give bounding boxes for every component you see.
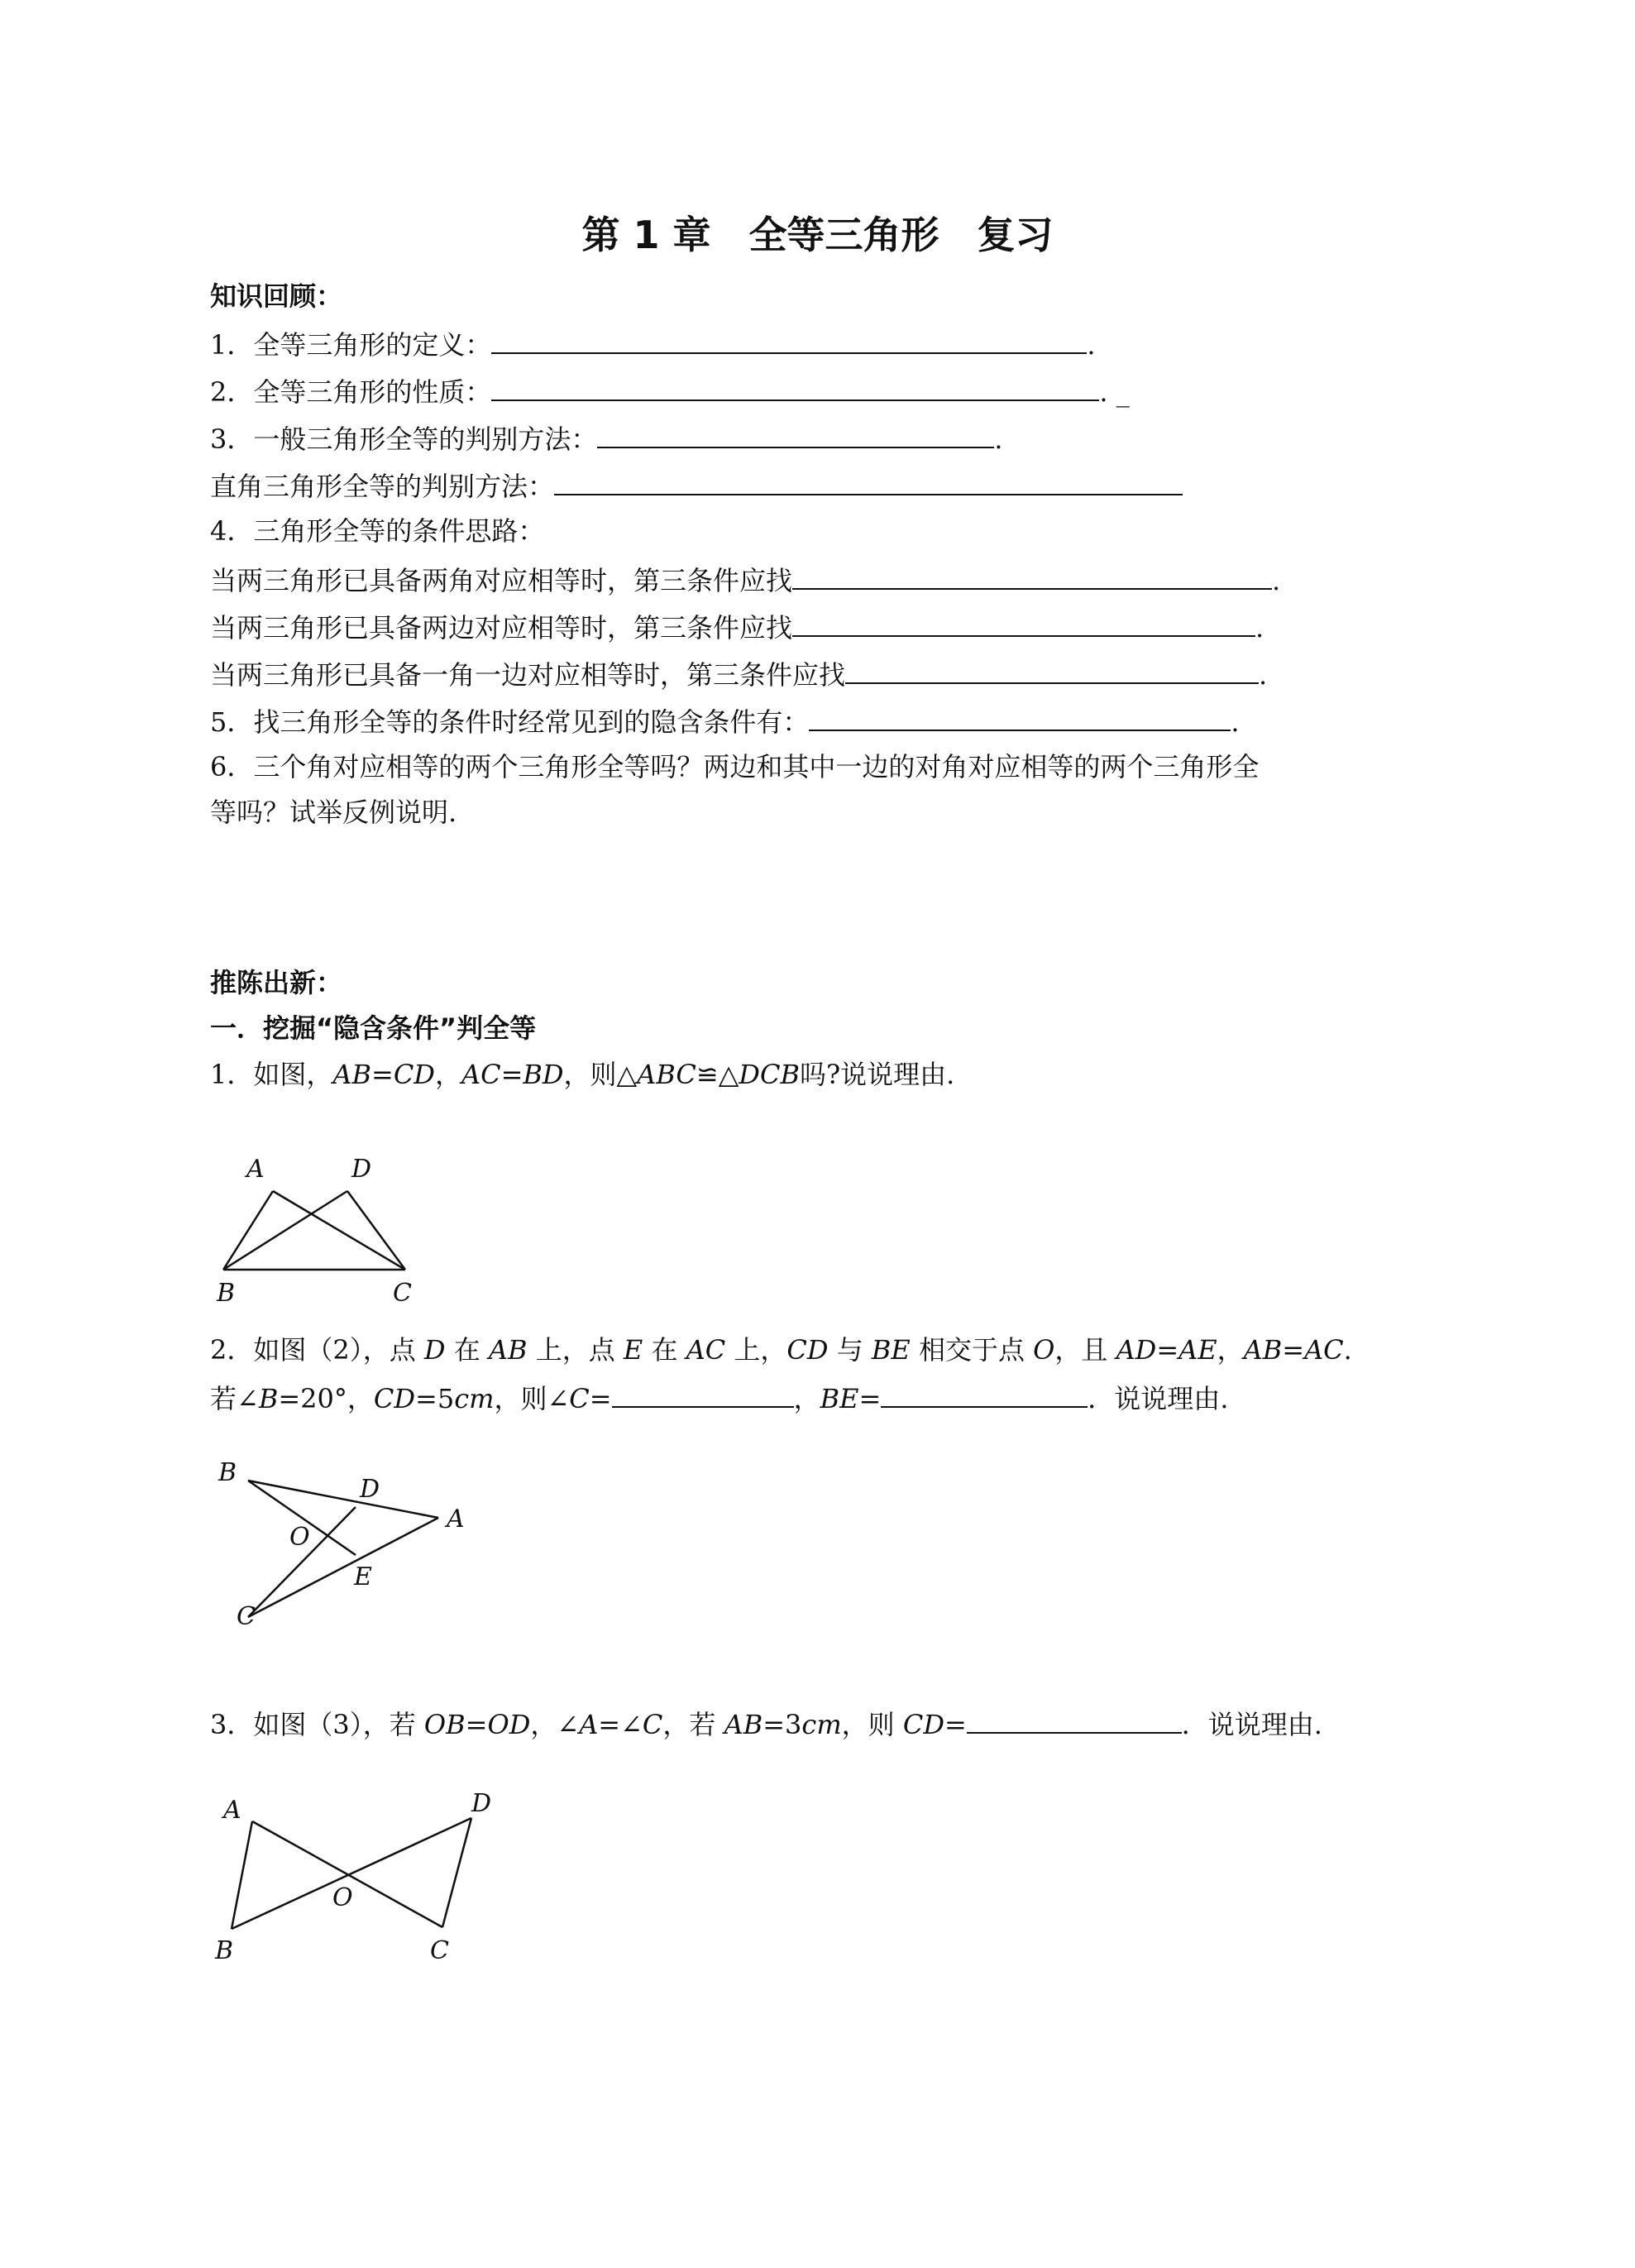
review-q5: 5．找三角形全等的条件时经常见到的隐含条件有： . xyxy=(210,706,1240,738)
point-label: O xyxy=(289,1523,310,1552)
point-label: A xyxy=(223,1796,241,1825)
point-label: A xyxy=(246,1155,265,1184)
point-label: D xyxy=(360,1475,380,1504)
problem-1: 1．如图，AB=CD，AC=BD，则△ABC≌△DCB吗?说说理由. xyxy=(210,1059,955,1090)
review-q4c: 当两三角形已具备一角一边对应相等时，第三条件应找 . xyxy=(210,659,1268,691)
review-q6-line1: 6．三个角对应相等的两个三角形全等吗？两边和其中一边的对角对应相等的两个三角形全 xyxy=(210,751,1260,782)
problem-2-line1: 2．如图（2），点 D 在 AB 上，点 E 在 AC 上，CD 与 BE 相交于点 O，且 AD=AE，AB=AC. xyxy=(210,1334,1352,1366)
point-label: C xyxy=(237,1602,256,1631)
part1-heading: 一．挖掘“隐含条件”判全等 xyxy=(210,1012,537,1044)
point-label: B xyxy=(215,1936,234,1965)
answer-blank[interactable] xyxy=(612,1383,794,1408)
point-label: B xyxy=(217,1279,236,1308)
point-label: A xyxy=(447,1505,465,1534)
point-label: E xyxy=(354,1562,372,1591)
review-q6-line2: 等吗？试举反例说明. xyxy=(210,797,457,828)
answer-blank[interactable] xyxy=(597,423,994,448)
point-label: O xyxy=(332,1883,353,1912)
review-q2: 2．全等三角形的性质： . _ xyxy=(210,376,1130,408)
answer-blank[interactable] xyxy=(491,329,1087,354)
point-label: B xyxy=(218,1458,237,1487)
review-q3: 3．一般三角形全等的判别方法： . xyxy=(210,423,1003,455)
problem-2-line2: 若∠B=20°，CD=5cm，则∠C= ，BE= ．说说理由. xyxy=(210,1383,1229,1414)
figure-2 xyxy=(207,1456,488,1638)
answer-blank[interactable] xyxy=(845,659,1259,684)
answer-blank[interactable] xyxy=(491,376,1099,401)
point-label: D xyxy=(351,1155,372,1184)
review-q1: 1．全等三角形的定义： . xyxy=(210,329,1096,361)
point-label: C xyxy=(430,1936,449,1965)
review-heading: 知识回顾： xyxy=(210,280,343,312)
answer-blank[interactable] xyxy=(881,1383,1088,1408)
review-q3b: 直角三角形全等的判别方法： xyxy=(210,471,1183,500)
figure-3 xyxy=(207,1787,521,1985)
review-q4a: 当两三角形已具备两角对应相等时，第三条件应找 . xyxy=(210,565,1281,596)
review-q4: 4．三角形全等的条件思路： xyxy=(210,515,545,547)
answer-blank[interactable] xyxy=(554,471,1183,495)
problem-3: 3．如图（3），若 OB=OD，∠A=∠C，若 AB=3cm，则 CD= ．说说理由. xyxy=(210,1709,1322,1740)
page-title: 第 1 章 全等三角形 复习 xyxy=(581,213,1054,257)
answer-blank[interactable] xyxy=(967,1709,1182,1734)
point-label: C xyxy=(393,1279,412,1308)
new-section-heading: 推陈出新： xyxy=(210,967,343,998)
review-q4b: 当两三角形已具备两边对应相等时，第三条件应找 . xyxy=(210,612,1264,644)
answer-blank[interactable] xyxy=(809,706,1231,731)
figure-1 xyxy=(207,1146,447,1311)
point-label: D xyxy=(471,1789,492,1818)
answer-blank[interactable] xyxy=(792,612,1255,637)
answer-blank[interactable] xyxy=(792,565,1272,590)
